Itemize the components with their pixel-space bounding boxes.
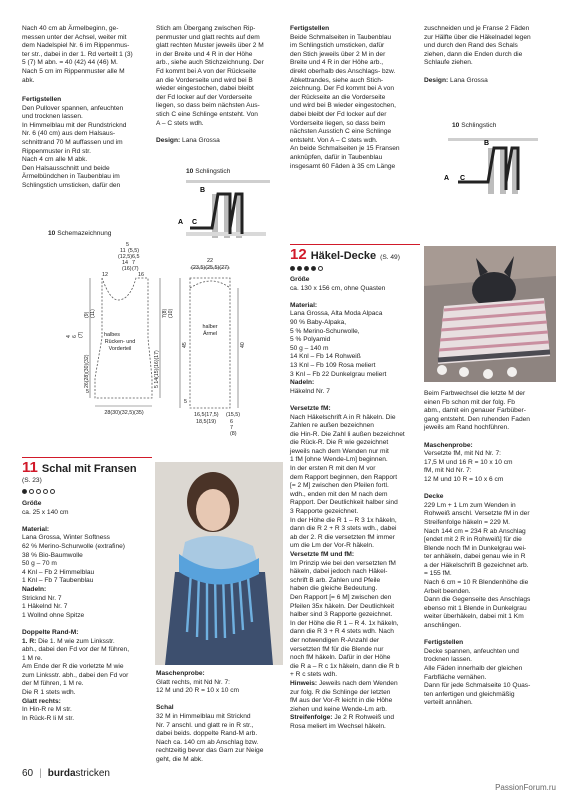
- difficulty-dot: [297, 266, 302, 271]
- brand-bold: burda: [47, 768, 76, 779]
- text-line: geht, die M abk.: [156, 755, 203, 763]
- text-line: In der Höhe die R 1 – R 3 1x häkeln,: [290, 516, 397, 524]
- design-name: Lana Grossa: [450, 76, 488, 84]
- text-line: Nach 40 cm ab Ärmelbeginn, ge-: [22, 25, 119, 32]
- text-line: im Schlingstich umsticken, dafür: [290, 42, 385, 50]
- text-line: dann die R 3 + R 4 stets wdh. Nach: [290, 628, 394, 636]
- text-line: 1 Wollnd ohne Spitze: [22, 611, 85, 619]
- dim-left-1: 4: [66, 335, 72, 338]
- text-line: In der ersten R mit den M vor: [290, 465, 376, 473]
- text-line: fM aus der Vor-R leicht in die Höhe: [290, 697, 393, 705]
- text-line: dabei beids. doppelte Rand-M arb.: [156, 730, 258, 738]
- sleeve-label-1: halber: [202, 324, 218, 330]
- text-line: Im Prinzip wie bei den versetzten fM: [290, 559, 396, 567]
- text-line: in der Breite und 4 R in der Höhe: [156, 50, 253, 58]
- dim-five-left: 5: [86, 389, 89, 395]
- text-line: die R a – R c 1x häkeln, dann die R b: [290, 662, 400, 670]
- schlingstich-diagram-right: [418, 130, 538, 196]
- difficulty-dot: [318, 266, 323, 271]
- dim-sleeve-side: 45: [182, 342, 188, 348]
- text-line: Streifenfolge häkeln = 229 M.: [424, 518, 510, 526]
- difficulty-dots-12: [290, 266, 323, 271]
- text-line: Nach ca. 140 cm ab Anschlag bzw.: [156, 738, 259, 746]
- dim-sleeve-top: 22: [207, 258, 213, 264]
- text-line: um die Lm der Vor-R häkeln.: [290, 542, 374, 550]
- dim-left-4: (9): [84, 311, 90, 318]
- difficulty-dot: [50, 489, 55, 494]
- text-line: [endet mit 2 R in Rohweiß] für die: [424, 536, 522, 544]
- text-line: gang entsteht. Den ruhenden Faden: [424, 415, 530, 423]
- text-line: zur folg. R die Schlinge der letzten: [290, 688, 391, 696]
- text-line: ziehen, dann die Enden durch die: [424, 50, 523, 58]
- section-12-rule: [290, 244, 420, 245]
- section-12-text: [290, 276, 418, 731]
- text-line: wieder eingestochen, dabei bleibt: [156, 85, 254, 93]
- page-footer: [22, 768, 110, 779]
- dim-front-inner: 5 14(15)(16)(17): [154, 350, 160, 388]
- brand-name: [48, 768, 110, 779]
- dim-top-10: 12: [102, 272, 108, 278]
- section-12-number: 12: [290, 246, 307, 263]
- difficulty-dot: [29, 489, 34, 494]
- text-line: Vorderseite liegen, so dass beim: [290, 119, 386, 127]
- text-line: dem Nadelspiel Nr. 6 im Rippenmus-: [22, 42, 130, 50]
- dim-top-6: 7: [132, 260, 135, 266]
- versetzte-fm-und-fm-heading: Versetzte fM und fM:: [290, 551, 355, 558]
- front-label-2: Rücken- und: [104, 339, 136, 345]
- text-line: Breite und 4 R in der Höhe arb.,: [290, 59, 384, 67]
- text-line: verteilt annähen.: [424, 699, 473, 707]
- text-line: 62 % Merino-Schurwolle (extrafine): [22, 542, 125, 550]
- text-line: an die Vorderseite und wird bei B: [156, 76, 253, 84]
- text-line: arb., siehe auch Stichzeichnung. Der: [156, 59, 264, 67]
- sleeve-label-2: Ärmel: [202, 331, 218, 337]
- text-line: der M führen, 1 M re.: [22, 680, 84, 688]
- decke-heading: Decke: [424, 493, 444, 501]
- text-line: direkt oberhalb des Anschlags- bzw.: [290, 67, 396, 75]
- dim-top-2: (5,5): [128, 248, 140, 254]
- text-line: Nach 5 cm im Rippenmuster alle M: [22, 67, 125, 75]
- text-line: 1 Knl – Fb 7 Taubenblau: [22, 577, 94, 585]
- text-line: der Rückseite an die Vorderseite: [290, 93, 386, 101]
- dim-sleeve-bottom-5: 7: [230, 425, 233, 431]
- text-line: In der Höhe die R 1 – R 4. 1x häkeln,: [290, 619, 399, 627]
- text-line: 5 % Merino-Schurwolle,: [290, 327, 360, 335]
- section-11-mid-text: [156, 670, 284, 765]
- text-line: der notwendigen R-Anzahl der: [290, 636, 380, 644]
- text-line: und wird bei B wieder eingestochen,: [290, 102, 396, 110]
- text-line: 90 % Baby-Alpaka,: [290, 318, 347, 326]
- text-line: Nr. 6 (40 cm) aus dem Halsaus-: [22, 130, 116, 138]
- section-11-left-text: [22, 500, 150, 723]
- text-line: Nach 144 cm = 234 R ab Anschlag: [424, 527, 526, 535]
- text-line: 32 M in Himmelblau mit Stricknd: [156, 712, 251, 720]
- text-line: zur Hälfte über die Häkelnadel legen: [424, 33, 531, 41]
- dim-sleeve-bottom-6: (8): [230, 431, 237, 437]
- text-line: ebenso mit 1 Blende in Dunkelgrau: [424, 604, 527, 612]
- fert-heading: Fertigstellen: [424, 639, 464, 647]
- text-line: In Hin-R re M str.: [22, 706, 72, 714]
- dim-front-bottom: 28(30)(32,5)(35): [104, 410, 144, 416]
- text-line: einen Fb schon mit der folg. Fb: [424, 398, 515, 406]
- text-line: Decke spannen, anfeuchten und: [424, 647, 519, 655]
- text-line: trocknen lassen.: [424, 656, 473, 664]
- text-line: entsteht. Von A – C stets wdh.: [290, 136, 378, 144]
- figure-label-schlingstich: [186, 168, 296, 177]
- text-line: zuschneiden und je Franse 2 Fäden: [424, 25, 530, 32]
- design-label: Design:: [156, 136, 181, 144]
- front-label-3: Vorderteil: [108, 346, 132, 352]
- text-line: Dann für jede Schmalseite 10 Quas-: [424, 682, 531, 690]
- dim-top-3: 11: [120, 248, 126, 254]
- text-line: Blende noch fM in Dunkelgrau wei-: [424, 544, 527, 552]
- col1-top-text: [22, 25, 147, 85]
- schema-title: Schemazeichnung: [57, 230, 112, 237]
- groesse-heading: Größe: [22, 500, 42, 507]
- text-line: 5 % Polyamid: [290, 336, 331, 344]
- text-line: Streifenfolge: Je 2 R Rohweiß und: [290, 714, 395, 722]
- text-line: Ärmelbündchen in Taubenblau im: [22, 173, 120, 181]
- dim-top-5: (12,5): [118, 254, 133, 260]
- blanket-photo: [424, 246, 556, 382]
- col3-fertigstellen: [290, 25, 418, 171]
- text-line: 14 Knl – Fb 14 Rohweiß: [290, 353, 361, 361]
- text-line: ter str., dabei in der 1. Rd verteilt 1 (3): [22, 50, 133, 58]
- difficulty-dots-11: [22, 489, 55, 494]
- text-line: 1. R: Die 1. M wie zum Linksstr.: [22, 637, 115, 645]
- text-line: schnittrand 70 M auffassen und im: [22, 138, 123, 146]
- dim-top-1: 5: [126, 242, 129, 248]
- figure-number: 10: [186, 168, 194, 175]
- text-line: halber sind 3 Rapporte gezeichnet.: [290, 611, 393, 619]
- text-line: der Fd locker auf der Vorderseite: [156, 93, 253, 101]
- text-line: jeweils nach dem Wenden nur mit: [290, 447, 389, 455]
- section-11-heading: [22, 459, 137, 476]
- text-line: den Stich jeweils über 2 M in der: [290, 50, 386, 58]
- text-line: dann die R 2 + R 3 stets wdh., dabei: [290, 525, 397, 533]
- text-line: stich C eine Schlinge entsteht. Von: [156, 110, 258, 118]
- text-line: An beide Schmalseiten je 15 Fransen: [290, 145, 400, 153]
- text-line: zum Linksstr. abh., dabei den Fd vor: [22, 671, 129, 679]
- text-line: anschlingen.: [424, 622, 462, 630]
- text-line: 1 Häkelnd Nr. 7: [22, 603, 68, 611]
- col4-top-text: [424, 25, 556, 85]
- dim-top-8: (7): [132, 266, 139, 272]
- letter-b: B: [484, 140, 490, 147]
- dim-top-11: 16: [138, 272, 144, 278]
- text-line: nächsten Ausstich C eine Schlinge: [290, 128, 392, 136]
- text-line: A – C stets wdh.: [156, 119, 204, 127]
- text-line: Schlingstich umsticken, dafür den: [22, 181, 121, 189]
- text-line: und durch den Rand des Schals: [424, 42, 518, 50]
- text-line: ab der 2. R die versetzten fM immer: [290, 533, 395, 541]
- doppelte-randm-heading: Doppelte Rand-M:: [22, 628, 79, 636]
- design-label: Design:: [424, 76, 449, 84]
- text-line: Nach 4 cm alle M abk.: [22, 156, 88, 164]
- schal-heading: Schal: [156, 704, 174, 712]
- text-line: 38 % Bio-Baumwolle: [22, 551, 83, 559]
- text-line: 50 g – 140 m: [290, 344, 329, 352]
- text-line: Rosa meliert im Wechsel häkeln.: [290, 722, 386, 730]
- text-line: Nach Häkelschrift A in R häkeln. Die: [290, 413, 396, 421]
- text-line: ter anhäkeln, dabei genau wie in R: [424, 553, 526, 561]
- groesse-value: ca. 130 x 156 cm, ohne Quasten: [290, 284, 386, 292]
- text-line: und trocknen lassen.: [22, 113, 83, 121]
- col1-fertigstellen: [22, 96, 147, 191]
- dim-top-7: 14: [122, 260, 128, 266]
- figure-number: 10: [452, 122, 460, 129]
- brand-rest: stricken: [75, 768, 110, 779]
- dim-left-3: (7): [78, 331, 84, 338]
- versetzte-fm-heading: Versetzte fM:: [290, 404, 331, 412]
- page-number: 60: [22, 768, 34, 779]
- text-line: Beide Schmalseiten in Taubenblau: [290, 33, 392, 41]
- section-12-heading: [290, 246, 400, 263]
- col2-top-text: [156, 25, 284, 145]
- text-line: Arbeit beenden.: [424, 587, 471, 595]
- text-line: ten anfertigen und gleichmäßig: [424, 690, 515, 698]
- groesse-value: ca. 25 x 140 cm: [22, 508, 69, 516]
- text-line: die Rück-R. Die R wie gezeichnet: [290, 439, 389, 447]
- dim-top-4: 6,5: [132, 254, 140, 260]
- section-11-number: 11: [22, 459, 38, 476]
- text-line: weiter überhäkeln, dabei mit 1 Km: [424, 613, 524, 621]
- text-line: Nach 6 cm = 10 R Blendenhöhe die: [424, 579, 529, 587]
- blanket-photo-art: [424, 246, 556, 382]
- text-line: Hinweis: Jeweils nach dem Wenden: [290, 679, 398, 687]
- footer-separator: |: [39, 768, 42, 779]
- difficulty-dot: [43, 489, 48, 494]
- difficulty-dot: [290, 266, 295, 271]
- dim-sleeve-bottom-1: 16,5(17,5): [194, 412, 219, 418]
- text-line: zeichnung. Der Fd kommt bei A von: [290, 85, 395, 93]
- text-line: anknüpfen, dafür in Taubenblau: [290, 153, 383, 161]
- fert-heading: Fertigstellen: [290, 25, 330, 32]
- text-line: Zahlen re außen bezeichnen: [290, 422, 374, 430]
- text-line: 12 M und 20 R = 10 x 10 cm: [156, 687, 240, 695]
- text-line: 3 Rapporte gezeichnet.: [290, 508, 359, 516]
- text-line: 50 g – 70 m: [22, 560, 57, 568]
- text-line: fM, mit Nd Nr. 7:: [424, 467, 472, 475]
- text-line: jeweils am Rand hochführen.: [424, 424, 510, 432]
- difficulty-dot: [304, 266, 309, 271]
- text-line: a der Häkelschrift B gezeichnet arb.: [424, 561, 529, 569]
- text-line: Am Ende der R die vorletzte M wie: [22, 663, 124, 671]
- letter-c: C: [460, 175, 466, 182]
- design-name: Lana Grossa: [182, 136, 220, 144]
- text-line: Dann die Gegenseite des Anschlags: [424, 596, 531, 604]
- text-line: messen unter der Achsel, weiter mit: [22, 33, 127, 41]
- groesse-heading: Größe: [290, 276, 310, 283]
- section-11-ref: (S. 23): [22, 477, 42, 484]
- dim-sleeve-bottom-2: (15,5): [226, 412, 241, 418]
- text-line: liegen, so dass beim nächsten Aus-: [156, 102, 260, 110]
- text-line: haben die gleiche Bedeutung.: [290, 585, 378, 593]
- fert-heading: Fertigstellen: [22, 96, 62, 103]
- text-line: Glatt rechts, mit Nd Nr. 7:: [156, 678, 231, 686]
- text-line: Schlaufe ziehen.: [424, 59, 473, 67]
- text-line: insgesamt 60 Fäden à 35 cm Länge: [290, 162, 396, 170]
- letter-a: A: [178, 219, 184, 226]
- text-line: [= 2 M] zwischen den Pfeilen fortl.: [290, 482, 389, 490]
- text-line: abm., damit ein genauer Farbüber-: [424, 407, 526, 415]
- text-line: häkeln, dabei jedoch nach Häkel-: [290, 568, 388, 576]
- text-line: Beim Farbwechsel die letzte M der: [424, 390, 526, 397]
- section-11-title: Schal mit Fransen: [41, 463, 137, 475]
- text-line: 5 (7) M abn. = 40 (42) 44 (46) M.: [22, 59, 118, 67]
- dim-left-5: (11): [90, 309, 96, 318]
- section-11-rule: [22, 457, 152, 458]
- difficulty-dot: [311, 266, 316, 271]
- text-line: 12 M und 10 R = 10 x 6 cm: [424, 475, 504, 483]
- text-line: wdh., enden mit den M nach dem: [290, 490, 388, 498]
- text-line: dabei bleibt der Fd locker auf der: [290, 110, 387, 118]
- text-line: 17,5 M und 16 R = 10 x 10 cm: [424, 458, 513, 466]
- text-line: Farbfläche vernähen.: [424, 673, 487, 681]
- text-line: 3 Knl – Fb 22 Dunkelgrau meliert: [290, 370, 387, 378]
- text-line: dem Rapport beginnen, den Rapport: [290, 473, 398, 481]
- text-line: In Himmelblau mit der Rundstricknd: [22, 121, 127, 129]
- text-line: glatt rechten Muster jeweils über 2 M: [156, 42, 264, 50]
- text-line: + R c stets wdh.: [290, 671, 338, 679]
- front-label-1: halbes: [104, 332, 120, 338]
- text-line: Alle Fäden innerhalb der gleichen: [424, 665, 523, 672]
- text-line: versetzten fM für die Blende nur: [290, 645, 384, 653]
- text-line: Versetzte fM, mit Nd Nr. 7:: [424, 450, 501, 458]
- text-line: abk.: [22, 76, 35, 84]
- dim-top-9: (16): [122, 266, 132, 272]
- letter-a: A: [444, 175, 450, 182]
- text-line: 229 Lm + 1 Lm zum Wenden in: [424, 501, 516, 509]
- glatt-rechts-heading: Glatt rechts:: [22, 697, 61, 705]
- text-line: Abkettrandes, siehe auch Stich-: [290, 76, 384, 84]
- nadeln-heading: Nadeln:: [22, 585, 47, 593]
- schema-diagram: [40, 238, 250, 438]
- text-line: = 155 fM.: [424, 570, 452, 578]
- maschenprobe-heading: Maschenprobe:: [424, 441, 473, 449]
- text-line: 1 fM [ohne Wende-Lm] beginnen.: [290, 456, 388, 464]
- text-line: noch fM häkeln. Dafür in der Höhe: [290, 654, 391, 662]
- material-heading: Material:: [290, 301, 318, 309]
- watermark: PassionForum.ru: [495, 783, 556, 792]
- text-line: rechtzeitig bevor das Garn zur Neige: [156, 747, 264, 755]
- dim-sleeve-bottom-3: 18,5(19): [196, 419, 217, 425]
- text-line: Stricknd Nr. 7: [22, 594, 62, 602]
- text-line: Die R 1 stets wdh.: [22, 689, 76, 697]
- text-line: Pfeilen 35x häkeln. Der Deutlichkeit: [290, 602, 395, 610]
- text-line: Häkelnd Nr. 7: [290, 387, 330, 395]
- dim-sleeve-bottom-4: 6: [230, 419, 233, 425]
- letter-c: C: [192, 219, 198, 226]
- dim-sleeve-top2: (23,5)(25,5)(27): [191, 265, 229, 271]
- difficulty-dot: [22, 489, 27, 494]
- col4-lower-text: [424, 390, 556, 708]
- difficulty-dot: [36, 489, 41, 494]
- letter-b: B: [200, 187, 206, 194]
- dim-left-2: 6: [72, 335, 78, 338]
- text-line: abh., dabei den Fd vor der M führen,: [22, 646, 130, 654]
- scarf-photo: [155, 462, 283, 665]
- text-line: 4 Knl – Fb 2 Himmelblau: [22, 568, 95, 576]
- section-12-ref: (S. 49): [380, 254, 400, 261]
- schema-number: 10: [48, 230, 56, 237]
- text-line: Den Pullover spannen, anfeuchten: [22, 104, 124, 112]
- text-line: Rohweiß anschl. Versetzte fM in der: [424, 510, 530, 518]
- maschenprobe-heading: Maschenprobe:: [156, 670, 205, 677]
- dim-right-2: (10): [168, 308, 174, 318]
- text-line: Nr. 7 anschl. und glatt re in R str.,: [156, 721, 254, 729]
- text-line: schrift B arb. Zahlen und Pfeile: [290, 576, 381, 584]
- dim-sleeve-right: 40: [240, 342, 246, 348]
- text-line: In Rück-R li M str.: [22, 714, 75, 722]
- text-line: ziehen und keine Wende-Lm arb.: [290, 705, 388, 713]
- text-line: Lana Grossa, Alta Moda Alpaca: [290, 310, 383, 318]
- section-12-title: Häkel-Decke: [310, 250, 377, 262]
- scarf-photo-art: [155, 462, 283, 665]
- text-line: Rippenmuster in Rd str.: [22, 147, 91, 155]
- dim-front-side: 26(28)(30)(32): [84, 354, 90, 388]
- text-line: Fd kommt bei A von der Rückseite: [156, 67, 257, 75]
- text-line: Lana Grossa, Winter Softness: [22, 534, 110, 542]
- material-heading: Material:: [22, 525, 50, 533]
- text-line: 13 Knl – Fb 109 Rosa meliert: [290, 361, 376, 369]
- figure-title: Schlingstich: [461, 122, 497, 129]
- text-line: 1 M re.: [22, 654, 43, 662]
- dim-right-1: 7(8): [162, 308, 168, 318]
- text-line: Rapport. Der Deutlichkeit halber sind: [290, 499, 398, 507]
- text-line: Den Rapport [= 6 M] zwischen den: [290, 593, 392, 601]
- text-line: Stich am Übergang zwischen Rip-: [156, 25, 256, 32]
- text-line: Den Halsausschnitt und beide: [22, 164, 110, 172]
- dim-five-sleeve: 5: [184, 399, 187, 405]
- nadeln-heading: Nadeln:: [290, 379, 315, 387]
- figure-title: Schlingstich: [195, 168, 231, 175]
- text-line: penmuster und glatt rechts auf dem: [156, 33, 260, 41]
- text-line: die Hin-R. Die Zahl li außen bezeichnet: [290, 430, 405, 438]
